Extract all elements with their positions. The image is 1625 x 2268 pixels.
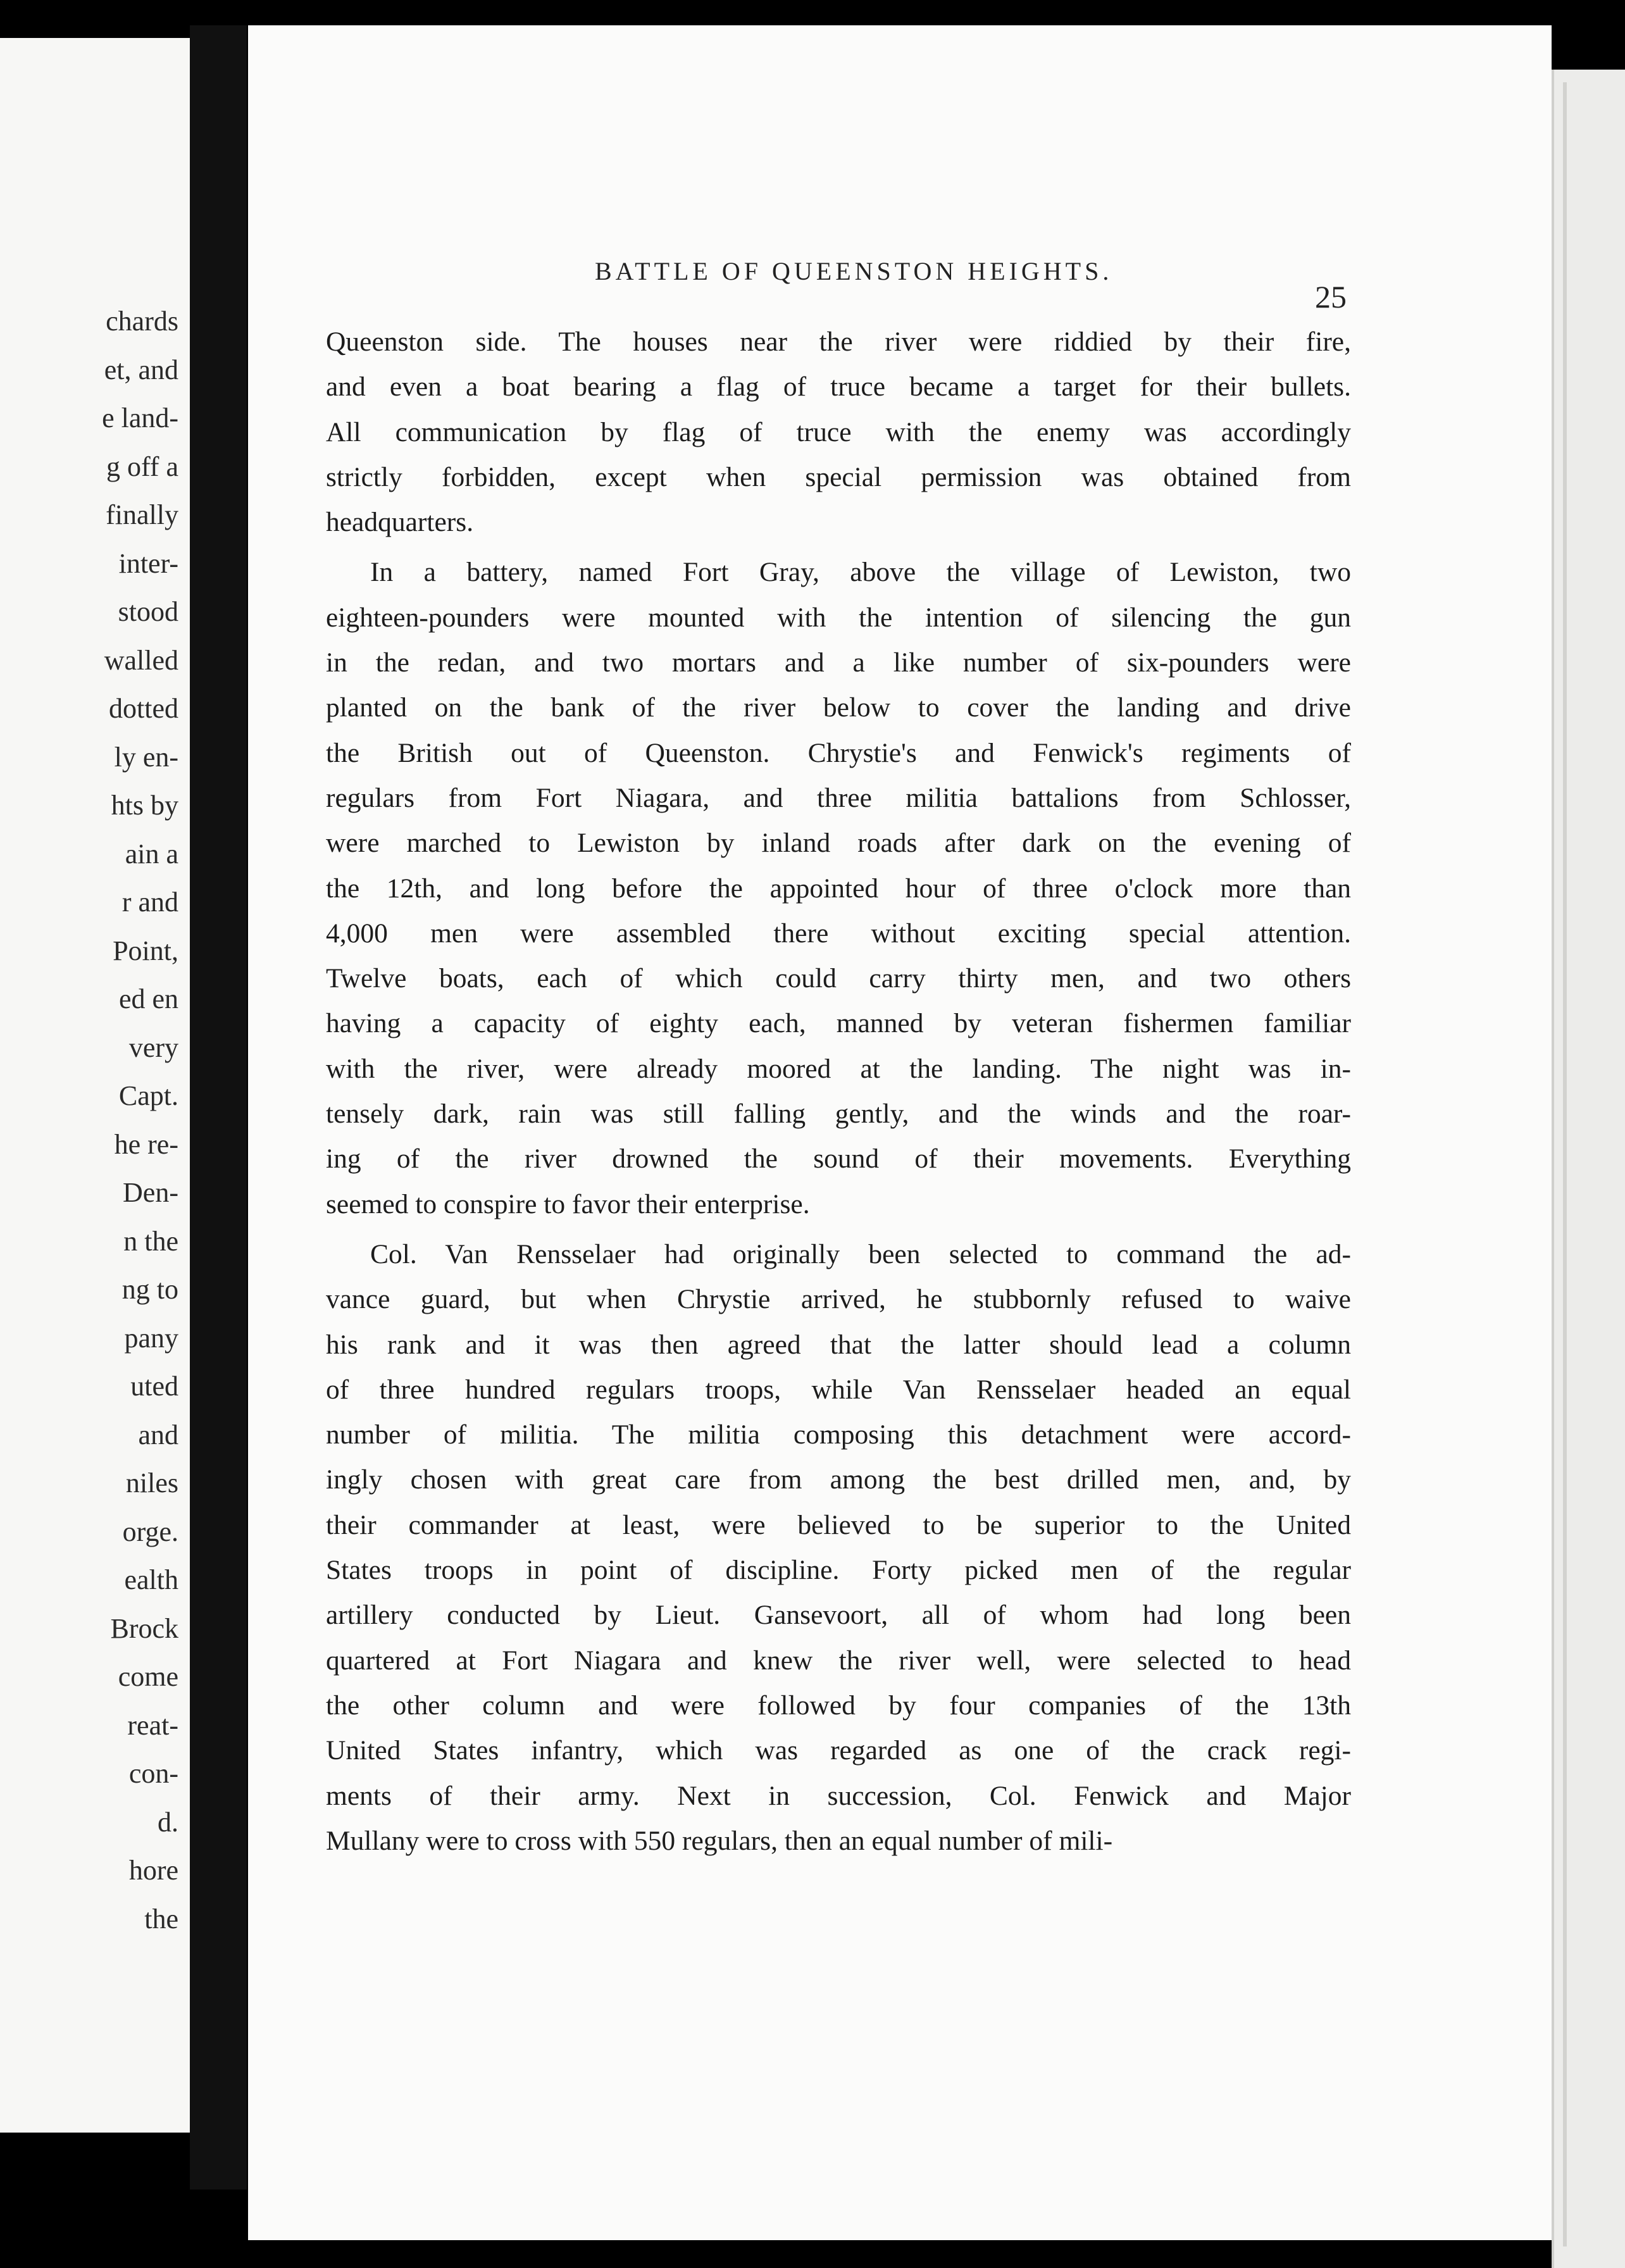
left-page-fragment: the — [144, 1903, 178, 1935]
left-page-fragment: d. — [158, 1806, 178, 1838]
text-line: the 12th, and long before the appointed hour of three o'clock more than — [326, 873, 1351, 904]
left-page-fragment: Den- — [123, 1177, 178, 1208]
text-line: ments of their army. Next in succession, Col. Fenwick and Major — [326, 1780, 1351, 1811]
left-page-fragment: chards — [106, 306, 178, 337]
text-line: Twelve boats, each of which could carry thirty men, and two others — [326, 963, 1351, 994]
left-page-fragment: orge. — [122, 1516, 178, 1547]
paragraph-gap — [326, 1227, 1351, 1232]
left-page-fragment: walled — [104, 644, 178, 676]
text-line: seemed to conspire to favor their enterprise. — [326, 1188, 810, 1219]
text-line: tensely dark, rain was still falling gently, and the winds and the roar- — [326, 1099, 1351, 1130]
left-page-fragment: hts by — [111, 790, 178, 821]
left-page-fragment: niles — [125, 1467, 178, 1498]
text-line: ing of the river drowned the sound of their movements. Everything — [326, 1143, 1351, 1174]
left-page-fragment: Capt. — [118, 1080, 178, 1111]
left-page-fragment: ealth — [124, 1564, 178, 1595]
left-page-text-fragments — [20, 297, 178, 1943]
body-text — [326, 320, 1351, 1864]
left-page-fragment: very — [128, 1031, 178, 1063]
left-page-fragment: r and — [121, 887, 178, 918]
paragraph — [326, 320, 1351, 545]
text-line: Mullany were to cross with 550 regulars, then an equal number of mili- — [326, 1825, 1113, 1856]
left-page-fragment: hore — [128, 1855, 178, 1886]
left-page-fragment: ain a — [125, 838, 178, 869]
text-line: eighteen-pounders were mounted with the intention of silencing the gun — [326, 602, 1351, 633]
text-line: his rank and it was then agreed that the latter should lead a column — [326, 1329, 1351, 1360]
left-page-fragment: dotted — [109, 693, 178, 724]
left-page-fragment: Point, — [113, 935, 178, 966]
paragraph — [326, 1232, 1351, 1864]
text-line: quartered at Fort Niagara and knew the river well, were selected to head — [326, 1645, 1351, 1676]
text-line: headquarters. — [326, 507, 474, 538]
left-page-fragment: uted — [130, 1371, 178, 1402]
left-page-fragment: come — [118, 1661, 178, 1692]
left-page-fragment: ng to — [121, 1274, 178, 1305]
text-line: 4,000 men were assembled there without exciting special attention. — [326, 918, 1351, 949]
text-line: artillery conducted by Lieut. Gansevoort, all of whom had long been — [326, 1600, 1351, 1631]
text-line: United States infantry, which was regarded as one of the crack regi- — [326, 1735, 1351, 1766]
text-line: regulars from Fort Niagara, and three militia battalions from Schlosser, — [326, 782, 1351, 813]
text-line: the other column and were followed by four companies of the 13th — [326, 1690, 1351, 1721]
page-number: 25 — [1315, 279, 1347, 315]
left-facing-page — [0, 38, 194, 2133]
left-page-fragment: Brock — [110, 1612, 178, 1644]
paragraph — [326, 550, 1351, 1226]
left-page-fragment: et, and — [104, 354, 178, 385]
text-line: In a battery, named Fort Gray, above the village of Lewiston, two — [370, 557, 1351, 588]
left-page-fragment: stood — [118, 596, 178, 627]
left-page-fragment: con- — [128, 1758, 178, 1789]
left-page-fragment: n the — [123, 1225, 178, 1257]
paragraph-gap — [326, 545, 1351, 550]
left-page-fragment: he re- — [114, 1128, 178, 1160]
text-line: number of militia. The militia composing this detachment were accord- — [326, 1419, 1351, 1450]
left-page-fragment: g off a — [106, 451, 178, 482]
text-line: planted on the bank of the river below to cover the landing and drive — [326, 692, 1351, 723]
text-line: with the river, were already moored at the landing. The night was in- — [326, 1053, 1351, 1084]
running-head: BATTLE OF QUEENSTON HEIGHTS. — [595, 257, 1113, 285]
book-gutter — [190, 25, 247, 2190]
left-page-fragment: reat- — [127, 1709, 178, 1741]
text-line: their commander at least, were believed to be superior to the United — [326, 1509, 1351, 1540]
text-line: vance guard, but when Chrystie arrived, he stubbornly refused to waive — [326, 1284, 1351, 1315]
left-page-fragment: and — [138, 1419, 178, 1450]
left-page-fragment: inter- — [118, 547, 178, 579]
text-line: strictly forbidden, except when special permission was obtained from — [326, 461, 1351, 492]
page-edge-line — [1563, 82, 1567, 2246]
text-line: ingly chosen with great care from among the best drilled men, and, by — [326, 1464, 1351, 1495]
left-page-fragment: pany — [124, 1322, 178, 1354]
left-page-fragment: ly en- — [114, 741, 178, 773]
text-line: All communication by flag of truce with the enemy was accordingly — [326, 416, 1351, 447]
left-page-fragment: ed en — [118, 983, 178, 1014]
text-line: were marched to Lewiston by inland roads after dark on the evening of — [326, 828, 1351, 859]
text-line: Queenston side. The houses near the river were riddied by their fire, — [326, 327, 1351, 357]
text-line: having a capacity of eighty each, manned by veteran fishermen familiar — [326, 1008, 1351, 1039]
text-line: Col. Van Rensselaer had originally been selected to command the ad- — [370, 1238, 1351, 1269]
text-line: States troops in point of discipline. Forty picked men of the regular — [326, 1555, 1351, 1586]
text-line: and even a boat bearing a flag of truce became a target for their bullets. — [326, 371, 1351, 402]
text-line: the British out of Queenston. Chrystie's and Fenwick's regiments of — [326, 737, 1351, 768]
text-line: of three hundred regulars troops, while Van Rensselaer headed an equal — [326, 1374, 1351, 1405]
left-page-fragment: e land- — [102, 402, 178, 433]
text-line: in the redan, and two mortars and a like number of six-pounders were — [326, 647, 1351, 678]
left-page-fragment: finally — [106, 499, 178, 530]
